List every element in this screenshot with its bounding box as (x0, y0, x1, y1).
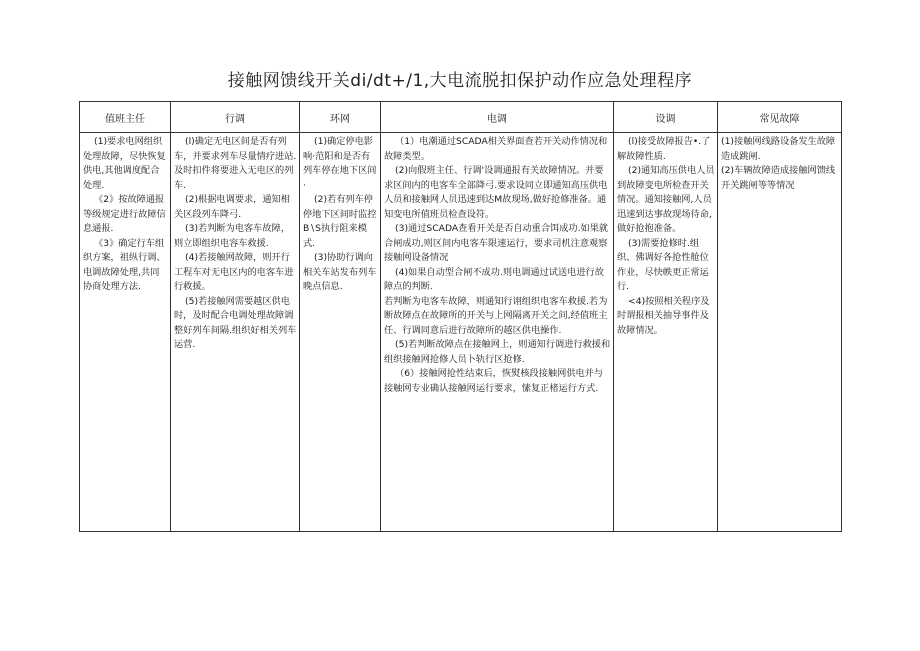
cell-common-faults (718, 133, 842, 532)
header-duty-director: 值班主任 (80, 102, 171, 133)
paragraph: (4)若接触网故障，则开行工程车对无电区内的电客车进行救援。 (174, 252, 294, 292)
header-ring-network: 环网 (300, 102, 381, 133)
paragraph: (5)若判断故障点在接触网上，则通知行调进行救援和组织接触网抢修人员卜轨行区抢修. (384, 339, 611, 365)
cell-duty-director (80, 133, 171, 532)
table-row (80, 133, 842, 532)
paragraph: (5)若接触网需要越区供电时，及时配合电调处理故障调整好列车间隔.组织好相关列车运营. (174, 295, 297, 350)
procedure-table (79, 101, 842, 532)
paragraph: (4)如果自动型合闸不成功.则电调通过试送电进行故障点的判断. (384, 266, 604, 292)
paragraph: (2)根据电调要求，通知相关区段列车降弓. (174, 194, 290, 220)
paragraph: (2)车辆故障造成接触网馈线开关跳闸等等情况 (721, 165, 836, 191)
paragraph: (3)若判断为电客车故障，则立即组织电容车救援. (174, 223, 290, 249)
paragraph: 《2》按故障通报等级规定进行故障信息通报. (83, 194, 166, 234)
paragraph: <4)按照相关程序及时谓报相关抽导事件及故障情况。 (617, 295, 710, 336)
paragraph: (2)通知高压供电人员到故障变电所检查开关情况。通知接触网,人员迅速到达事故现场待命,做好抢抱准备。 (617, 165, 715, 234)
paragraph: (3)协助行调向相关车站发布列车晚点信息. (303, 252, 377, 292)
paragraph: （6）接触网抢性结束后，恢熨核段接触网供电并与接触网专业确认接触网运行要求，愫复正楮运行方式. (384, 368, 604, 394)
cell-power-dispatch (381, 133, 614, 532)
header-power-dispatch: 电调 (381, 102, 614, 133)
cell-train-dispatch (171, 133, 300, 532)
header-equipment-dispatch: 设调 (614, 102, 718, 133)
paragraph: （1）电潮通过SCADA相关界面查若开关动作情况和故障类型。 (384, 136, 608, 162)
paragraph: (l)接受故障报告•.了解故障性质. (617, 136, 711, 162)
cell-equipment-dispatch (614, 133, 718, 532)
cell-ring-network (300, 133, 381, 532)
paragraph: (1)接触网线路设备发生故障造成跳闸. (721, 136, 836, 162)
document-title: 接触网馈线开关di/dt+/1,大电流脱扣保护动作应急处理程序 (227, 71, 693, 91)
paragraph: (l)确定无电区间是否有列车，并要求列车尽量情疗进站.及时扣件将要进入无电区的列车. (174, 136, 297, 191)
header-common-faults: 常见故障 (718, 102, 842, 133)
paragraph: (2)向假班主任、行调'设调通报有关故障情况。并要求区间内的电客车全部降弓.要求设同立即通知高压供电人员和接触网人员迅速到达M故现场,做好抢修准备。通知变电所值班员检查设符。 (384, 165, 608, 220)
paragraph: (3)需要抢修时.组织、佛调好各抢性舱位作业，尽快帙更正常运行. (617, 237, 709, 292)
paragraph: (3)通过SCADA查看开关是否自动重合饵成功.如果就合闸成功,则区间内电客车限速运行，要求司机注意观察接触网设备情况 (384, 223, 609, 263)
paragraph: 若判断为电客车故障，则通知行诩组织电客车救援.若为断故障点在故障所的开关与上网隔离开关之间,经值班主任、行调同意后进行故障所的越区供电操作. (384, 295, 608, 336)
paragraph: (1)要求电网组织处理故障，尽快恢复供电,其他调度配合处理. (83, 136, 166, 191)
table-header-row (80, 102, 842, 133)
header-train-dispatch: 行调 (171, 102, 300, 133)
paragraph: (2)若有列车停停地下区间时监控B∖S执行阻来模式. (303, 194, 377, 249)
paragraph: (1)确定停电影响·范阳和是否有列车停在地下区间· (303, 136, 377, 191)
paragraph: 《3》确定行车组织方案，祖纵行调、电调故障处理,共同协商处理方法. (83, 237, 166, 292)
